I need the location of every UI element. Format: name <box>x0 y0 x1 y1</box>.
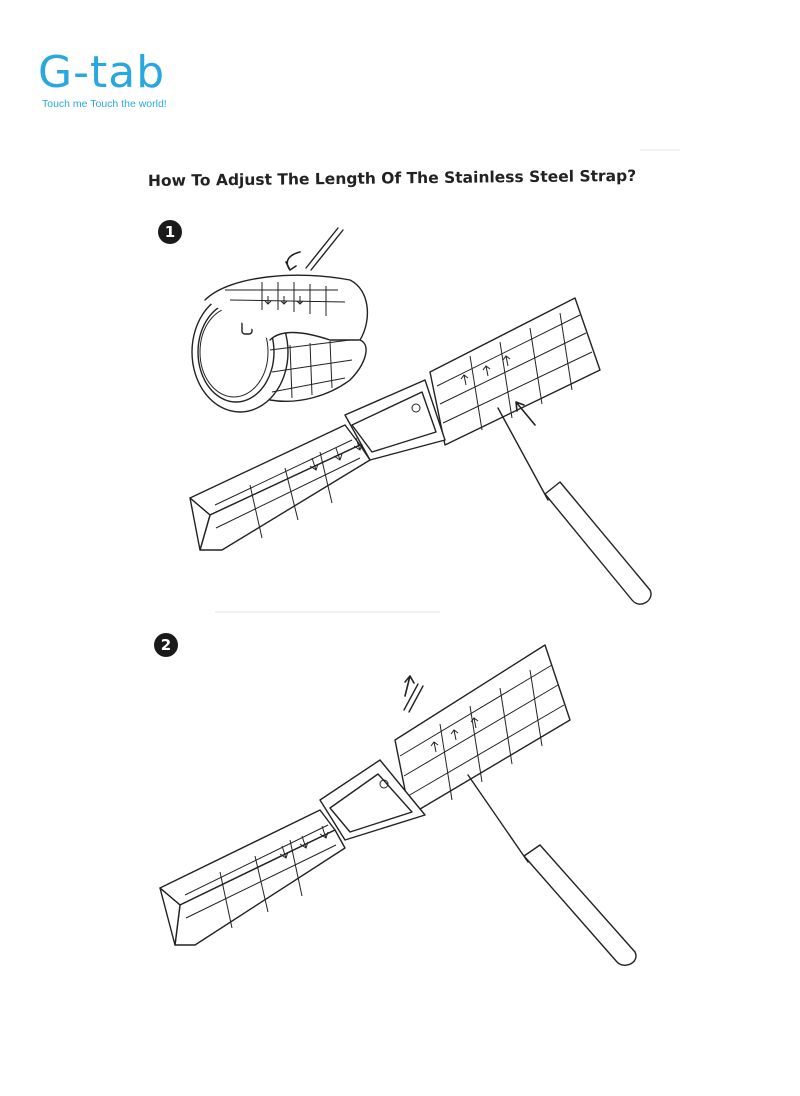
watch-strap-pin-push-icon <box>190 228 651 604</box>
step-1-badge: 1 <box>158 220 182 244</box>
strap-pin-removal-icon <box>160 645 636 965</box>
brand-name: G-tab <box>38 47 166 98</box>
page-title: How To Adjust The Length Of The Stainless Steel Strap? <box>147 166 637 190</box>
brand-tagline: Touch me Touch the world! <box>42 98 167 110</box>
step-2-badge: 2 <box>154 633 178 657</box>
